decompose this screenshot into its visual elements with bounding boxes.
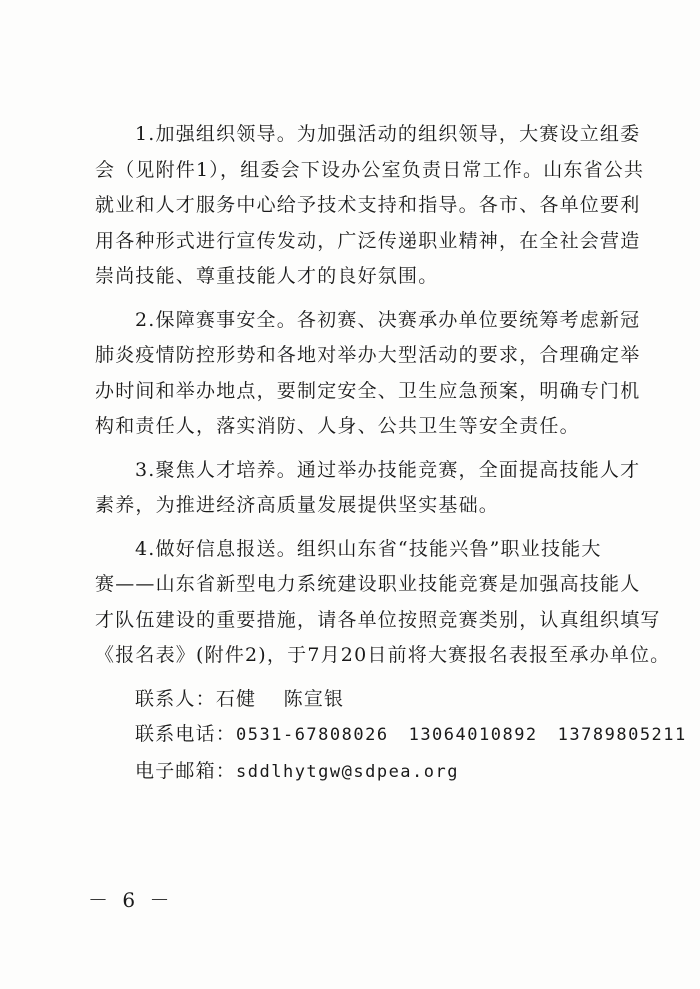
paragraph-safety	[95, 303, 641, 445]
phone-number: 13789805211	[557, 725, 687, 745]
text-line: 会（见附件1），组委会下设办公室负责日常工作。山东省公共	[95, 158, 645, 181]
text-line: 构和责任人，落实消防、人身、公共卫生等安全责任。	[95, 415, 580, 437]
text-line: 4.做好信息报送。组织山东省“技能兴鲁”职业技能大	[135, 537, 602, 560]
contact-email-label: 电子邮箱：	[135, 759, 237, 782]
contact-person-value: 石健 陈宣银	[215, 687, 345, 710]
text-line: 赛——山东省新型电力系统建设职业技能竞赛是加强高技能人	[95, 573, 641, 595]
contact-email-value: sddlhytgw@sdpea.org	[236, 761, 459, 782]
text-line: 1.加强组织领导。为加强活动的组织领导，大赛设立组委	[135, 123, 641, 145]
text-line: 《报名表》(附件2)，于7月20日前将大赛报名表报至承办单位。	[95, 644, 671, 666]
phone-number: 0531-67808026	[236, 725, 389, 745]
phone-number: 13064010892	[408, 725, 538, 745]
text-line: 办时间和举办地点，要制定安全、卫生应急预案，明确专门机	[95, 379, 641, 402]
document-body	[95, 117, 687, 790]
contact-person-label: 联系人：	[135, 687, 216, 710]
text-line: 崇尚技能、尊重技能人才的良好氛围。	[95, 265, 439, 287]
contact-phone	[95, 717, 687, 754]
contact-phone-label: 联系电话：	[135, 723, 237, 745]
text-line: 素养，为推进经济高质量发展提供坚实基础。	[95, 494, 500, 516]
paragraph-organization	[95, 117, 645, 295]
text-line: 用各种形式进行宣传发动，广泛传递职业精神，在全社会营造	[95, 229, 641, 252]
paragraph-reporting	[95, 532, 671, 674]
text-line: 肺炎疫情防控形势和各地对举办大型活动的要求，合理确定举	[95, 344, 641, 366]
text-line: 2.保障赛事安全。各初赛、决赛承办单位要统筹考虑新冠	[135, 308, 641, 331]
page-number: － 6 －	[88, 888, 174, 912]
text-line: 才队伍建设的重要措施，请各单位按照竞赛类别，认真组织填写	[95, 608, 661, 631]
contact-person	[95, 682, 615, 718]
text-line: 3.聚焦人才培养。通过举办技能竞赛，全面提高技能人才	[135, 458, 641, 481]
contact-email	[95, 754, 615, 791]
text-line: 就业和人才服务中心给予技术支持和指导。各市、各单位要利	[95, 194, 641, 216]
paragraph-talent	[95, 453, 641, 524]
